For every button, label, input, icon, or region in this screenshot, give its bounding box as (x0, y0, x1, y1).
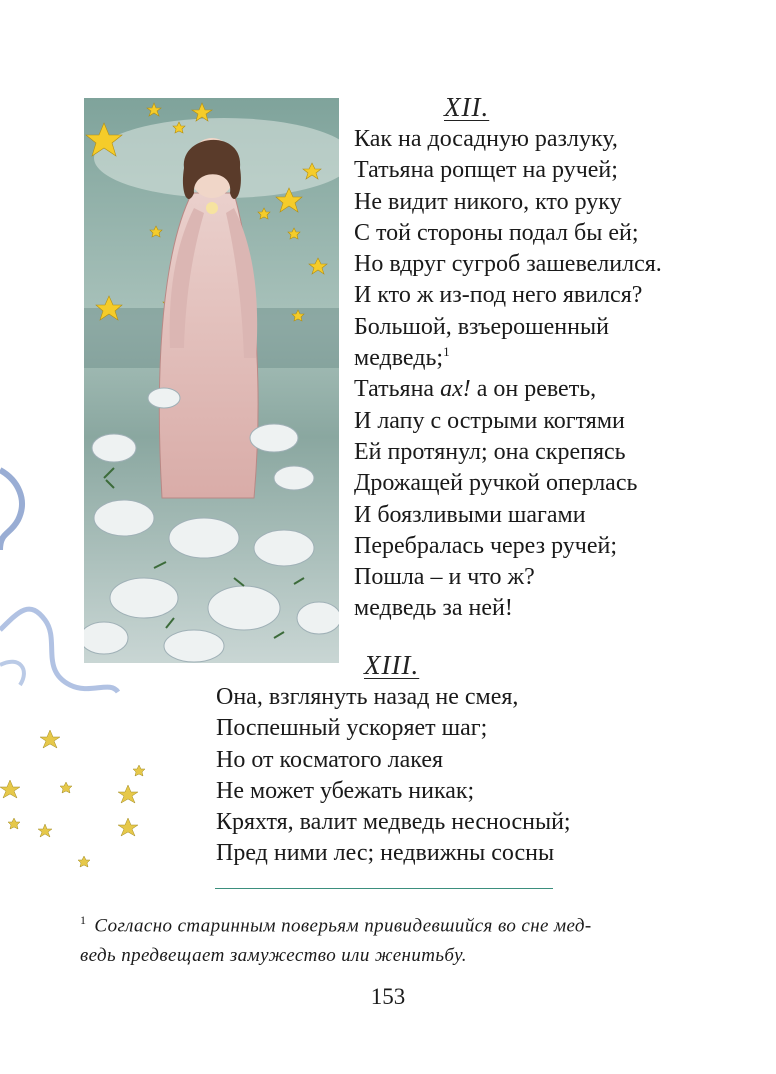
verse-line (354, 343, 662, 374)
footnote-line: ведь предвещает замужество или женитьбу. (80, 945, 467, 967)
footnote-line: Согласно старинным поверьям привидевшийся во сне мед- (94, 915, 592, 937)
verse-line: Пошла – и что ж? (354, 564, 535, 591)
verse-line: Ей протянул; она скрепясь (354, 438, 626, 465)
verse-line: С той стороны подал бы ей; (354, 219, 639, 246)
verse-line: Не видит никого, кто руку (354, 188, 622, 215)
tatyana-in-snowy-forest-illustration (84, 98, 339, 663)
page-number: 153 (370, 984, 406, 1009)
emphasis-text: ах! (440, 376, 471, 403)
verse-line: Она, взглянуть назад не смея, (216, 684, 519, 710)
footnote-mark: 1 (80, 913, 87, 927)
verse-line: Поспешный ускоряет шаг; (216, 715, 488, 742)
verse-line: Дрожащей ручкой оперлась (354, 470, 638, 497)
verse-text: медведь; (354, 345, 444, 372)
verse-line: И боязливыми шагами (354, 501, 586, 528)
stanza-xiii-text (216, 682, 571, 870)
verse-line: Как на досадную разлуку, (354, 126, 618, 152)
verse-line: Перебралась через ручей; (354, 532, 618, 559)
verse-text: Татьяна (354, 376, 435, 403)
verse-line: Татьяна ропщет на ручей; (354, 157, 618, 184)
verse-line: Но от косматого лакея (216, 746, 444, 773)
verse-line: медведь за ней! (354, 595, 513, 622)
verse-text: а он реветь, (470, 376, 597, 403)
footnote-reference[interactable]: 1 (443, 344, 450, 360)
verse-line (354, 374, 662, 405)
stanza-xii-text (354, 124, 662, 625)
footnote-separator (215, 888, 553, 889)
stanza-number-xiii: XIII. (364, 650, 420, 680)
verse-line: Кряхтя, валит медведь несносный; (216, 809, 571, 836)
footnote (80, 905, 700, 971)
stanza-number-xii: XII. (444, 92, 490, 122)
verse-line: Не может убежать никак; (216, 777, 475, 804)
verse-line: Но вдруг сугроб зашевелился. (354, 251, 662, 278)
verse-line: И кто ж из-под него явился? (354, 282, 643, 309)
verse-line: Пред ними лес; недвижны сосны (216, 840, 555, 867)
verse-line: Большой, взъерошенный (354, 313, 609, 340)
verse-line: И лапу с острыми когтями (354, 407, 625, 434)
